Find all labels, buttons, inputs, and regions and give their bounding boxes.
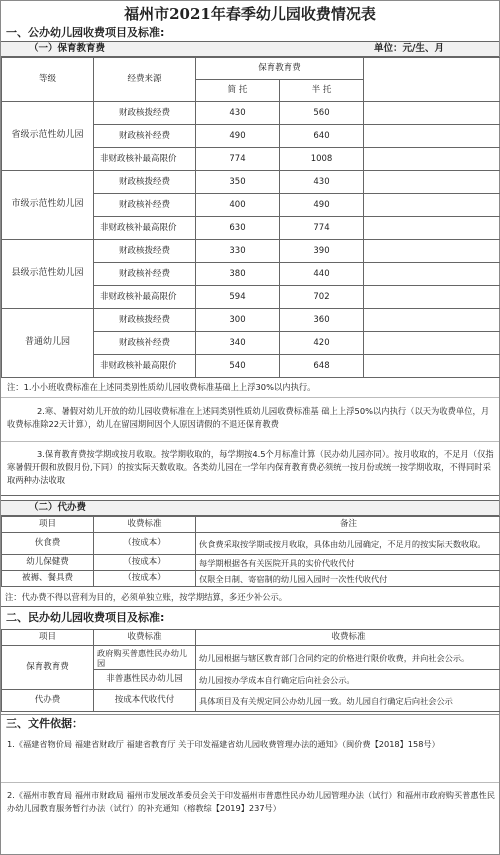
empty-cell [364, 102, 500, 125]
full-care-cell: 330 [196, 240, 280, 263]
full-care-cell: 400 [196, 194, 280, 217]
subsection-childcare-fee-bar [1, 41, 499, 57]
remark-cell: 具体项目及有关规定同公办幼儿园一致。幼儿园自行确定后向社会公示 [196, 690, 500, 712]
full-care-cell: 490 [196, 125, 280, 148]
table-row [2, 646, 500, 670]
standard-cell: 非普惠性民办幼儿园 [94, 670, 196, 690]
level-cell: 县级示范性幼儿园 [2, 240, 94, 309]
section-3-heading: 三、文件依据： [1, 714, 499, 731]
half-care-cell: 1008 [280, 148, 364, 171]
header-standard: 收费标准 [94, 517, 196, 533]
item-cell: 被褥、餐具费 [2, 571, 94, 587]
full-care-cell: 350 [196, 171, 280, 194]
empty-cell [364, 286, 500, 309]
table-row [2, 171, 500, 194]
header-level: 等级 [2, 58, 94, 102]
unit-label: 单位：元/生、月 [374, 43, 444, 55]
half-care-cell: 702 [280, 286, 364, 309]
half-care-cell: 648 [280, 355, 364, 378]
full-care-cell: 774 [196, 148, 280, 171]
source-cell: 非财政核补最高限价 [94, 217, 196, 240]
item-cell: 伙食费 [2, 533, 94, 555]
table-row [2, 555, 500, 571]
source-cell: 非财政核补最高限价 [94, 355, 196, 378]
remark-cell: 幼儿园根据与辖区教育部门合同约定的价格进行限价收费，并向社会公示。 [196, 646, 500, 670]
header-standard: 收费标准 [94, 630, 196, 646]
private-fee-table [1, 629, 500, 712]
header-remark: 备注 [196, 517, 500, 533]
empty-cell [364, 263, 500, 286]
remark-cell: 伙食费采取按学期或按月收取，具体由幼儿园确定，不足月的按实际天数收取。 [196, 533, 500, 555]
standard-cell: 按成本代收代付 [94, 690, 196, 712]
subsection-agency-fee-label: （二）代办费 [29, 502, 87, 514]
references-block [1, 731, 499, 817]
subsection-childcare-fee-label: （一）保育教育费 [29, 43, 106, 55]
reference-1: 1.《福建省物价局 福建省财政厅 福建省教育厅 关于印发福建省幼儿园收费管理办法的通知》（闽价费【2018】158号） [1, 731, 499, 783]
empty-cell [364, 217, 500, 240]
subsection-agency-fee-bar [1, 500, 499, 516]
agency-fee-note: 注：代办费不得以营利为目的，必须单独立账，按学期结算，多还少补公示。 [1, 587, 499, 607]
remark-cell: 仅限全日制、寄宿制的幼儿园入园时一次性代收代付 [196, 571, 500, 587]
source-cell: 财政核补经费 [94, 125, 196, 148]
source-cell: 财政核补经费 [94, 263, 196, 286]
source-cell: 非财政核补最高限价 [94, 286, 196, 309]
full-care-cell: 594 [196, 286, 280, 309]
half-care-cell: 430 [280, 171, 364, 194]
full-care-cell: 430 [196, 102, 280, 125]
half-care-cell: 490 [280, 194, 364, 217]
document-title: 福州市2021年春季幼儿园收费情况表 [124, 5, 376, 23]
source-cell: 财政核拨经费 [94, 171, 196, 194]
item-cell: 保育教育费 [2, 646, 94, 690]
header-full-care: 简 托 [196, 80, 280, 102]
public-fee-table [1, 57, 500, 378]
item-cell: 代办费 [2, 690, 94, 712]
section-2-heading: 二、民办幼儿园收费项目及标准: [6, 611, 165, 624]
header-remark: 收费标准 [196, 630, 500, 646]
standard-cell: （按成本） [94, 533, 196, 555]
note-3: 3.保育教育费按学期或按月收取。按学期收取的，每学期按4.5个月标准计算（民办幼儿园亦同）。按月收取的，不足月（仅指寒暑假开假和放假月份,下同）的按实际天数收取。各类幼儿园在一学年内保育教育费必须统一按月份或统一按学期收取，不得同时采取两种办法收取 [1, 442, 499, 496]
notes-block [1, 378, 499, 496]
source-cell: 财政核拨经费 [94, 102, 196, 125]
table-row [2, 690, 500, 712]
table-row [2, 240, 500, 263]
source-cell: 财政核补经费 [94, 332, 196, 355]
empty-cell [364, 309, 500, 332]
empty-cell [364, 355, 500, 378]
source-cell: 非财政核补最高限价 [94, 148, 196, 171]
half-care-cell: 640 [280, 125, 364, 148]
table-row [2, 309, 500, 332]
header-blank [364, 58, 500, 102]
full-care-cell: 340 [196, 332, 280, 355]
table-row [2, 571, 500, 587]
header-fee-group: 保育教育费 [196, 58, 364, 80]
empty-cell [364, 332, 500, 355]
source-cell: 财政核补经费 [94, 194, 196, 217]
header-item: 项目 [2, 517, 94, 533]
half-care-cell: 560 [280, 102, 364, 125]
full-care-cell: 380 [196, 263, 280, 286]
remark-cell: 幼儿园按办学成本自行确定后向社会公示。 [196, 670, 500, 690]
empty-cell [364, 125, 500, 148]
empty-cell [364, 194, 500, 217]
header-source: 经费来源 [94, 58, 196, 102]
half-care-cell: 360 [280, 309, 364, 332]
remark-cell: 每学期根据各有关医院开具的实价代收代付 [196, 555, 500, 571]
level-cell: 省级示范性幼儿园 [2, 102, 94, 171]
standard-cell: 政府购买普惠性民办幼儿园 [94, 646, 196, 670]
reference-2: 2.《福州市教育局 福州市财政局 福州市发展改革委员会关于印发福州市普惠性民办幼儿园管理办法（试行）和福州市政府购买普惠性民办幼儿园教育服务暂行办法（试行）的补充通知（榕教综【2019】237号） [7, 790, 495, 813]
half-care-cell: 440 [280, 263, 364, 286]
table-row [2, 533, 500, 555]
half-care-cell: 390 [280, 240, 364, 263]
standard-cell: （按成本） [94, 571, 196, 587]
note-1: 注：1.小小班收费标准在上述同类别性质幼儿园收费标准基础上上浮30%以内执行。 [1, 378, 499, 398]
full-care-cell: 540 [196, 355, 280, 378]
empty-cell [364, 148, 500, 171]
level-cell: 市级示范性幼儿园 [2, 171, 94, 240]
header-item: 项目 [2, 630, 94, 646]
level-cell: 普通幼儿园 [2, 309, 94, 378]
half-care-cell: 774 [280, 217, 364, 240]
source-cell: 财政核拨经费 [94, 309, 196, 332]
full-care-cell: 300 [196, 309, 280, 332]
table-row [2, 102, 500, 125]
section-1-heading: 一、公办幼儿园收费项目及标准: [6, 26, 165, 39]
empty-cell [364, 171, 500, 194]
source-cell: 财政核拨经费 [94, 240, 196, 263]
note-2: 2.寒、暑假对幼儿开放的幼儿园收费标准在上述同类别性质幼儿园收费标准基 础上上浮50%以内执行（以天为收费单位，月收费标准除22天计算），幼儿在留园期间因个人原因请假的不退还保育教费 [1, 398, 499, 442]
item-cell: 幼儿保健费 [2, 555, 94, 571]
full-care-cell: 630 [196, 217, 280, 240]
standard-cell: （按成本） [94, 555, 196, 571]
agency-fee-table [1, 516, 500, 587]
half-care-cell: 420 [280, 332, 364, 355]
header-half-care: 半 托 [280, 80, 364, 102]
empty-cell [364, 240, 500, 263]
